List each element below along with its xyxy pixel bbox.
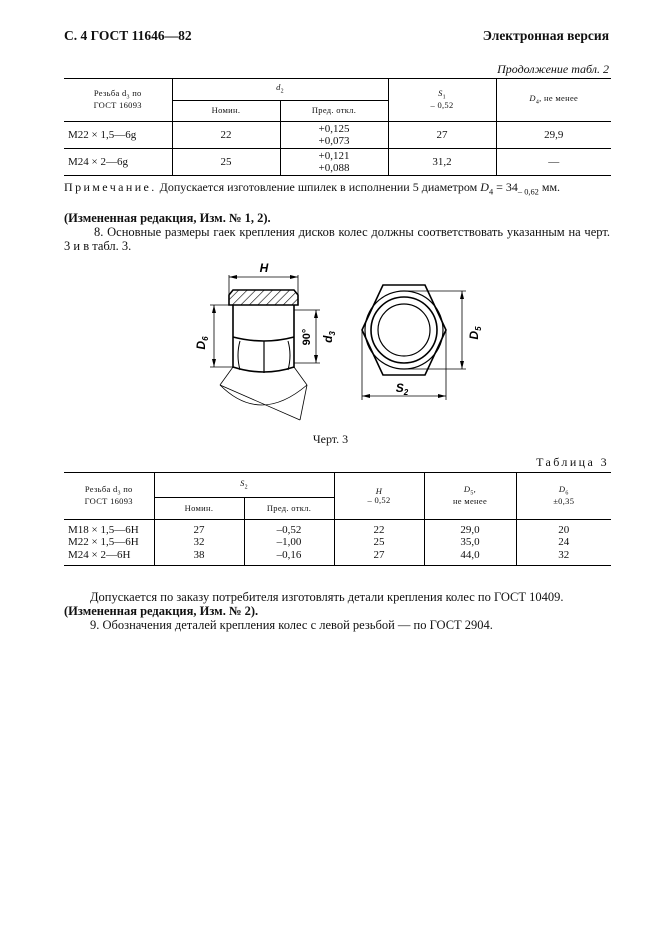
table3-cell-d5: 29,0 35,0 44,0 — [424, 520, 516, 566]
dim-label-angle — [301, 329, 313, 346]
table2-cell-nom: 25 — [172, 149, 280, 176]
svg-text:d3: $d_3$ — [321, 331, 337, 343]
table3-header-s2: $S_2$ — [154, 473, 334, 498]
table3-cell-nom: 27 32 38 — [154, 520, 244, 566]
edit-note-1: (Измененная редакция, Изм. № 1, 2). — [64, 211, 271, 225]
table3-title: Таблица 3 — [536, 455, 609, 469]
table2-cell-nom: 22 — [172, 122, 280, 149]
table-row — [64, 122, 611, 149]
table2-cell-s1: 27 — [388, 122, 496, 149]
table3-cell-h: 22 25 27 — [334, 520, 424, 566]
table3-cell-threads: M18 × 1,5—6H M22 × 1,5—6H M24 × 2—6H — [64, 520, 154, 566]
svg-text:90°: 90° — [301, 328, 313, 346]
svg-text:D6: $D_6$ — [194, 336, 210, 350]
table3-header-d5: $D_5$, не менее — [424, 473, 516, 520]
drawing-3 — [180, 255, 483, 430]
table2-cell-thread: M22 × 1,5—6g — [64, 122, 172, 149]
table3-header-d6: $D_6$ ±0,35 — [553, 484, 575, 507]
table2-header-s1: $S_1$ – 0,52 — [388, 79, 496, 122]
table2-cell-tol: +0,121 +0,088 — [280, 149, 388, 176]
table2-header-tol: Пред. откл. — [280, 101, 388, 122]
dim-label-s2: $S_2$ — [395, 381, 409, 397]
dim-label-d6 — [194, 336, 210, 350]
table-row — [64, 520, 611, 566]
table3-header-h: H – 0,52 — [334, 473, 424, 520]
table-row — [64, 149, 611, 176]
table2-header-d2: $d_2$ — [172, 79, 388, 101]
dim-label-h: H — [259, 261, 269, 275]
table2-cell-d4: — — [548, 156, 560, 169]
table3-header-tol: Пред. откл. — [244, 498, 334, 520]
table2-header-nom: Номин. — [172, 101, 280, 122]
table3-header-thread: Резьба $d_3$ по ГОСТ 16093 — [64, 473, 154, 520]
page-header-right: Электронная версия — [482, 28, 609, 43]
table2-cell-s1: 31,2 — [388, 149, 496, 176]
table2-cell-tol: +0,125 +0,073 — [280, 122, 388, 149]
table2-cell-thread: M24 × 2—6g — [64, 149, 172, 176]
paragraph-8: 8. Основные размеры гаек крепления дисков колес должны соответствовать указанным на черт. 3 и в табл. 3. — [64, 225, 610, 254]
paragraph-customer: Допускается по заказу потребителя изготовлять детали крепления колес по ГОСТ 10409. — [90, 590, 564, 604]
table2-cell-d4: 29,9 — [544, 129, 564, 142]
nut-side-view — [210, 275, 320, 420]
table3-cell-tol: –0,52 –1,00 –0,16 — [244, 520, 334, 566]
table3-header-nom: Номин. — [154, 498, 244, 520]
table2-continuation: Продолжение табл. 2 — [497, 62, 609, 76]
table2-header-d4: $D_4$, не менее — [529, 92, 579, 106]
dim-label-d3 — [321, 331, 337, 343]
svg-text:D5: $D_5$ — [467, 326, 483, 340]
dim-label-d5 — [467, 326, 483, 340]
table3-cell-d6: 20 24 32 — [558, 523, 570, 561]
nut-front-view — [362, 285, 466, 400]
paragraph-9: 9. Обозначения деталей крепления колес с левой резьбой — по ГОСТ 2904. — [90, 618, 493, 632]
note-label: Примечание. — [64, 180, 157, 194]
page-header-left: С. 4 ГОСТ 11646—82 — [64, 28, 192, 43]
table2-header-thread: Резьба $d_3$ по ГОСТ 16093 — [64, 79, 172, 122]
drawing-caption: Черт. 3 — [312, 432, 349, 446]
table-2 — [64, 78, 611, 176]
table2-note: Примечание. Допускается изготовление шпилек в исполнении 5 диаметром $D_4 = 34_{- 0,62}$ мм. — [64, 180, 561, 197]
table-3 — [64, 472, 611, 566]
edit-note-2: (Измененная редакция, Изм. № 2). — [64, 604, 259, 618]
